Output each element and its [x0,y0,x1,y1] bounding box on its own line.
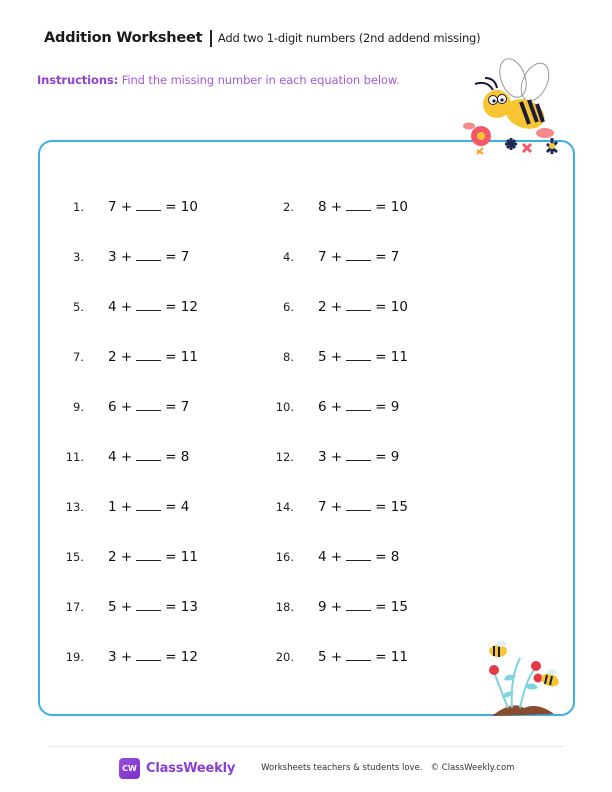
sum: = 12 [165,649,198,665]
answer-blank[interactable] [346,209,371,211]
problem-14 [258,499,408,515]
problem-number: 4. [283,250,294,264]
problem-18 [258,599,408,615]
problem-3 [48,249,189,265]
problem-number: 12. [275,450,294,464]
problem-1 [48,199,198,215]
tagline: Worksheets teachers & students love. [261,763,423,773]
brand-name: ClassWeekly [146,760,236,776]
addend: 3 + [318,449,343,465]
problem-19 [48,649,198,665]
answer-blank[interactable] [136,409,161,411]
answer-blank[interactable] [136,259,161,261]
sum: = 15 [375,599,408,615]
problem-number: 15. [65,550,84,564]
answer-blank[interactable] [346,659,371,661]
addend: 7 + [108,199,133,215]
problem-number: 2. [283,200,294,214]
problem-number: 6. [283,300,294,314]
answer-blank[interactable] [136,509,161,511]
sum: = 13 [165,599,198,615]
answer-blank[interactable] [346,459,371,461]
problem-12 [258,449,399,465]
answer-blank[interactable] [136,559,161,561]
problem-number: 16. [275,550,294,564]
sum: = 11 [165,549,198,565]
problem-number: 18. [275,600,294,614]
problem-6 [258,299,408,315]
problem-number: 20. [275,650,294,664]
problem-number: 7. [73,350,84,364]
sum: = 9 [375,399,400,415]
instructions [37,73,400,87]
worksheet-header [44,28,480,48]
sum: = 12 [165,299,198,315]
addend: 8 + [318,199,343,215]
problem-8 [258,349,408,365]
problem-16 [258,549,399,565]
problem-number: 17. [65,600,84,614]
answer-blank[interactable] [346,509,371,511]
sum: = 15 [375,499,408,515]
problem-number: 19. [65,650,84,664]
answer-blank[interactable] [136,459,161,461]
sum: = 8 [375,549,400,565]
sum: = 4 [165,499,190,515]
addend: 5 + [318,649,343,665]
problem-number: 5. [73,300,84,314]
answer-blank[interactable] [136,359,161,361]
problem-2 [258,199,408,215]
sum: = 10 [375,299,408,315]
addend: 4 + [318,549,343,565]
addend: 5 + [318,349,343,365]
instructions-label: Instructions: [37,73,119,87]
problem-number: 11. [65,450,84,464]
addend: 4 + [108,449,133,465]
addend: 2 + [108,349,133,365]
problem-15 [48,549,198,565]
answer-blank[interactable] [346,559,371,561]
addend: 9 + [318,599,343,615]
problem-17 [48,599,198,615]
problem-10 [258,399,399,415]
addend: 7 + [318,499,343,515]
addend: 7 + [318,249,343,265]
footer-divider [48,746,564,747]
sum: = 8 [165,449,190,465]
sum: = 11 [375,649,408,665]
addend: 3 + [108,649,133,665]
problem-7 [48,349,198,365]
addend: 2 + [108,549,133,565]
answer-blank[interactable] [136,309,161,311]
addend: 6 + [318,399,343,415]
addend: 1 + [108,499,133,515]
problem-number: 9. [73,400,84,414]
problem-11 [48,449,189,465]
worksheet-title: Addition Worksheet [44,30,203,46]
problem-4 [258,249,399,265]
problem-number: 13. [65,500,84,514]
worksheet-subtitle: Add two 1-digit numbers (2nd addend missing) [217,31,481,45]
problem-number: 10. [275,400,294,414]
sum: = 7 [165,249,190,265]
answer-blank[interactable] [136,209,161,211]
answer-blank[interactable] [346,259,371,261]
plant-with-bees-icon [478,636,568,718]
problem-number: 14. [275,500,294,514]
bee-with-flowers-icon [455,56,570,158]
sum: = 10 [375,199,408,215]
sum: = 10 [165,199,198,215]
footer [119,757,514,779]
addend: 3 + [108,249,133,265]
answer-blank[interactable] [136,659,161,661]
sum: = 11 [375,349,408,365]
sum: = 11 [165,349,198,365]
problem-number: 3. [73,250,84,264]
answer-blank[interactable] [136,609,161,611]
problem-20 [258,649,408,665]
title-divider [210,30,212,47]
answer-blank[interactable] [346,309,371,311]
problem-number: 1. [73,200,84,214]
problems-box [38,140,575,716]
addend: 6 + [108,399,133,415]
answer-blank[interactable] [346,409,371,411]
sum: = 7 [375,249,400,265]
addend: 5 + [108,599,133,615]
addend: 4 + [108,299,133,315]
problem-9 [48,399,189,415]
problem-number: 8. [283,350,294,364]
problem-13 [48,499,189,515]
answer-blank[interactable] [346,609,371,611]
copyright: © ClassWeekly.com [430,763,515,773]
addend: 2 + [318,299,343,315]
problem-5 [48,299,198,315]
instructions-text: Find the missing number in each equation below. [121,73,400,87]
answer-blank[interactable] [346,359,371,361]
sum: = 7 [165,399,190,415]
classweekly-logo-icon: CW [119,758,140,779]
sum: = 9 [375,449,400,465]
